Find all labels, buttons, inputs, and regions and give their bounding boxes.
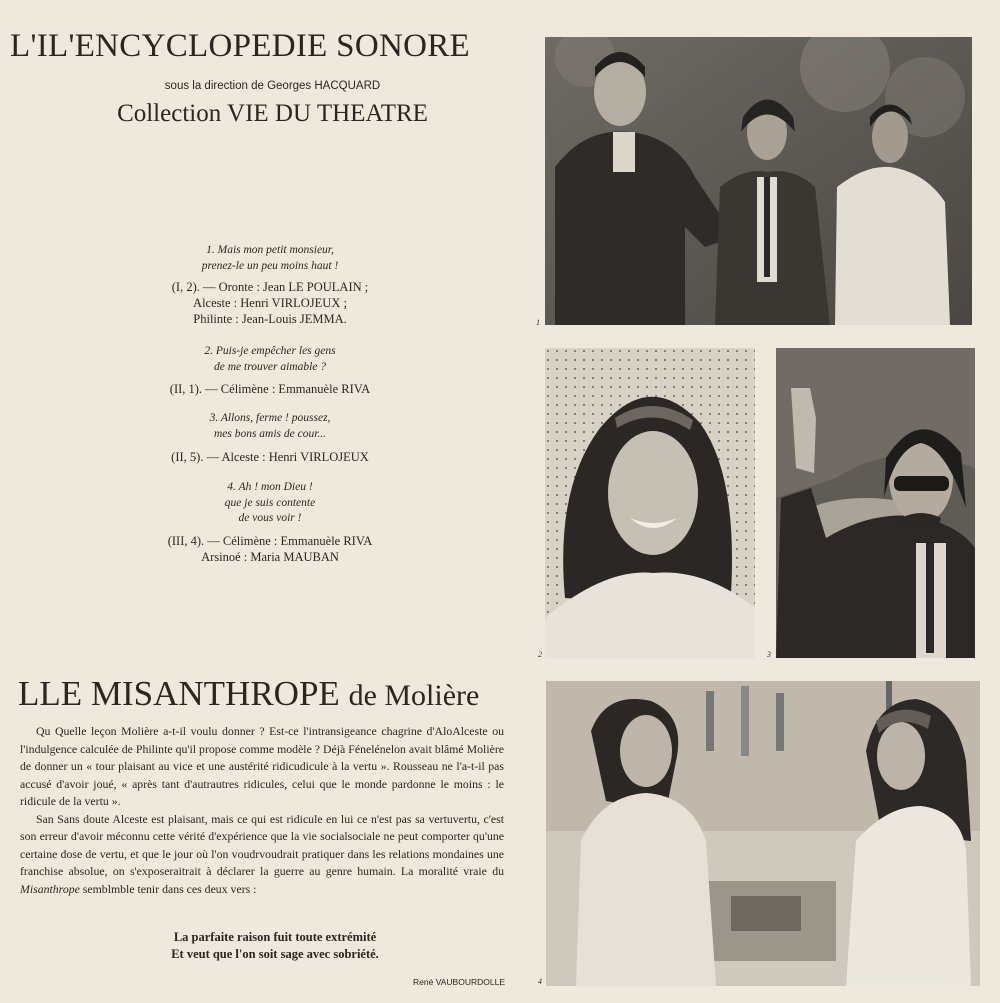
excerpt-1-quote (150, 243, 390, 274)
excerpt-4-cast (140, 533, 400, 565)
excerpt-1-cast (140, 279, 400, 327)
quote-line: que je suis contente (224, 496, 316, 509)
collection-title: Collection VIE DU THEATRE (117, 100, 428, 127)
essay-text: San Sans doute Alceste est plaisant, mais ce qui est ridicule en lui ce n'est pas sa vertuvertu, c'est son erreur d'avoir méconnu cette vérité d'expérience que la vie socialsociale ne peut comporter qu'une certaine dose de vertu, et que le jour où l'on voudrvoudrait pratiquer dans les relations mondaines une franchise absolue, on s'exposeraitrait à déclarer la guerre au genre humain. La moralité vraie du (20, 811, 504, 878)
photo-3 (776, 348, 975, 658)
author-signature: René VAUBOURDOLLE (413, 977, 505, 987)
verses (20, 929, 530, 963)
quote-line: de me trouver aimable ? (214, 360, 326, 373)
essay-paragraph-2 (20, 811, 504, 899)
cast-line: Alceste : Henri VIRLOJEUX ; (193, 296, 347, 310)
play-title-author: de Molière (348, 679, 480, 712)
photo-2-image (545, 348, 755, 659)
cast-line: (III, 4). — Célimène : Emmanuèle RIVA (167, 534, 373, 548)
cast-line: (II, 5). — Alceste : Henri VIRLOJEUX (171, 450, 369, 464)
photo-1 (545, 37, 972, 325)
verse-line: Et veut que l'on soit sage avec sobriété. (171, 947, 379, 961)
excerpt-2-quote (150, 344, 390, 375)
quote-line: 3. Allons, ferme ! poussez, (209, 412, 331, 424)
quote-line: 2. Puis-je empêcher les gens (204, 345, 336, 357)
photo-4-number: 4 (538, 977, 542, 986)
play-title (18, 674, 479, 714)
brand-title: L'IL'ENCYCLOPEDIE SONORE (10, 28, 470, 64)
excerpt-4-quote (150, 480, 390, 527)
essay-text: semblmble tenir dans ces deux vers : (79, 881, 257, 896)
photo-1-number: 1 (536, 318, 540, 327)
essay-paragraph-1: Qu Quelle leçon Molière a-t-il voulu donner ? Est-ce l'intransigeance chagrine d'AloAlceste ou l'indulgence calculée de Philinte qu'il propose comme modèle ? Déjà Fénelénelon avait blâmé Molière de donner un « tour plaisant au vice et une austérité ridicudicule à la vertu ». Rousseau ne l'a-t-il pas accusé d'avoir joué, « après tant d'autrautres ridicules, celui que le monde pardonne le moins : le ridicule de la vertu ». (20, 724, 504, 808)
excerpt-3-quote (150, 411, 390, 442)
quote-line: mes bons amis de cour... (213, 427, 327, 440)
photo-4 (546, 681, 980, 986)
cast-line: Arsinoé : Maria MAUBAN (201, 550, 339, 564)
photo-4-image (546, 681, 980, 986)
photo-3-image (776, 348, 975, 658)
quote-line: de vous voir ! (238, 512, 302, 524)
excerpt-3-cast (140, 449, 400, 465)
essay-emphasis: Misanthrope (20, 881, 80, 896)
quote-line: 1. Mais mon petit monsieur, (206, 244, 334, 256)
photo-2-number: 2 (538, 650, 542, 659)
photo-3-number: 3 (767, 650, 771, 659)
cast-line: (I, 2). — Oronte : Jean LE POULAIN ; (171, 280, 369, 294)
photo-2 (545, 348, 755, 659)
quote-line: 4. Ah ! mon Dieu ! (227, 481, 313, 493)
play-title-main: LLE MISANTHROPE (18, 674, 340, 713)
quote-line: prenez-le un peu moins haut ! (201, 259, 339, 272)
verse-line: La parfaite raison fuit toute extrémité (173, 930, 377, 944)
photo-1-image (545, 37, 972, 325)
direction-line: sous la direction de Georges HACQUARD (164, 80, 381, 92)
cast-line: Philinte : Jean-Louis JEMMA. (193, 312, 347, 326)
essay (20, 723, 504, 898)
cast-line: (II, 1). — Célimène : Emmanuèle RIVA (169, 382, 371, 396)
excerpt-2-cast (140, 381, 400, 397)
